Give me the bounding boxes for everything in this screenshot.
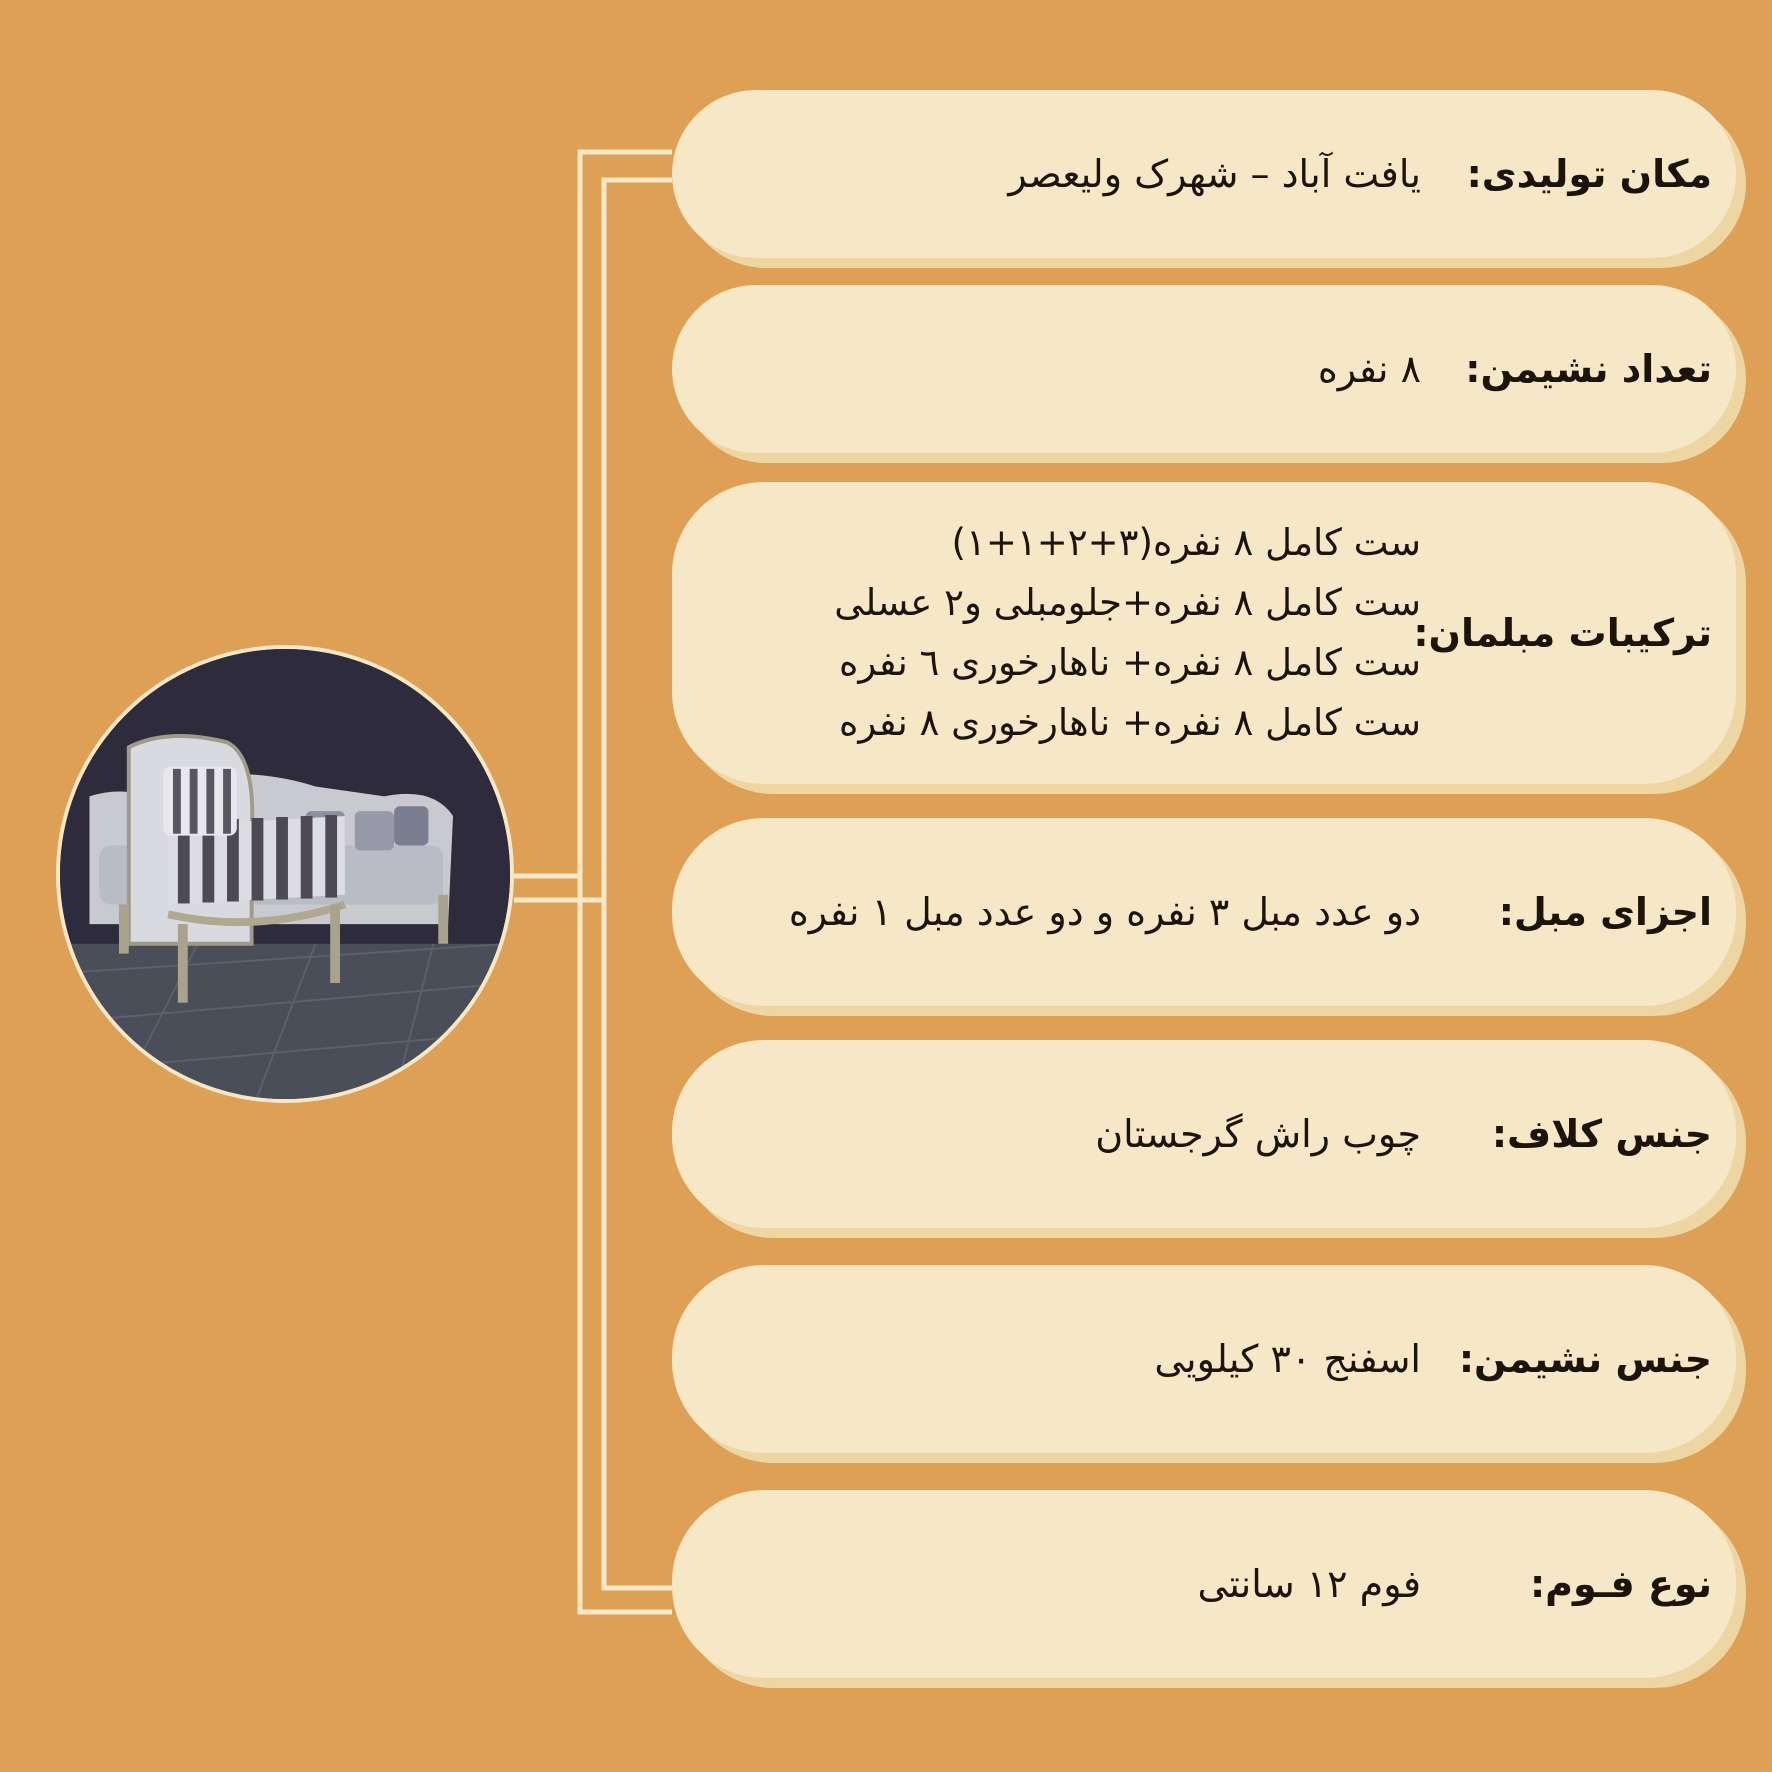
list-item: ست کامل ۸ نفره+ ناهارخوری ٦ نفره <box>838 641 1421 684</box>
list-item: ست کامل ۸ نفره(۳+۲+۱+۱) <box>951 521 1421 564</box>
sofa-illustration <box>60 649 510 1099</box>
spec-card-sofa-components <box>672 818 1736 1006</box>
spec-card-production-place <box>672 90 1736 258</box>
product-photo <box>56 645 514 1103</box>
spec-label: ترکیبات مبلمان: <box>1413 611 1712 655</box>
spec-label: نوع فـوم: <box>1529 1562 1712 1606</box>
spec-label: جنس نشیمن: <box>1458 1337 1712 1381</box>
spec-value: اسفنج ۳۰ کیلویی <box>1154 1337 1421 1381</box>
spec-label: جنس کلاف: <box>1491 1112 1712 1156</box>
list-item: ست کامل ۸ نفره+جلومبلی و۲ عسلی <box>834 581 1421 624</box>
spec-card-frame-material <box>672 1040 1736 1228</box>
spec-value: ۸ نفره <box>1317 347 1421 391</box>
spec-card-furniture-combinations <box>672 482 1736 784</box>
spec-card-foam-type <box>672 1490 1736 1678</box>
spec-value-list <box>834 513 1421 753</box>
spec-label: مکان تولیدی: <box>1466 152 1712 196</box>
spec-value: دو عدد مبل ۳ نفره و دو عدد مبل ۱ نفره <box>788 890 1421 934</box>
spec-value: چوب راش گرجستان <box>1095 1112 1421 1156</box>
spec-value: یافت آباد – شهرک ولیعصر <box>1008 152 1421 196</box>
list-item: ست کامل ۸ نفره+ ناهارخوری ۸ نفره <box>838 701 1421 744</box>
spec-label: اجزای مبل: <box>1498 890 1712 934</box>
spec-label: تعداد نشیمن: <box>1465 347 1712 391</box>
spec-card-seat-material <box>672 1265 1736 1453</box>
spec-card-seating-capacity <box>672 285 1736 453</box>
spec-value: فوم ۱۲ سانتی <box>1197 1562 1421 1606</box>
